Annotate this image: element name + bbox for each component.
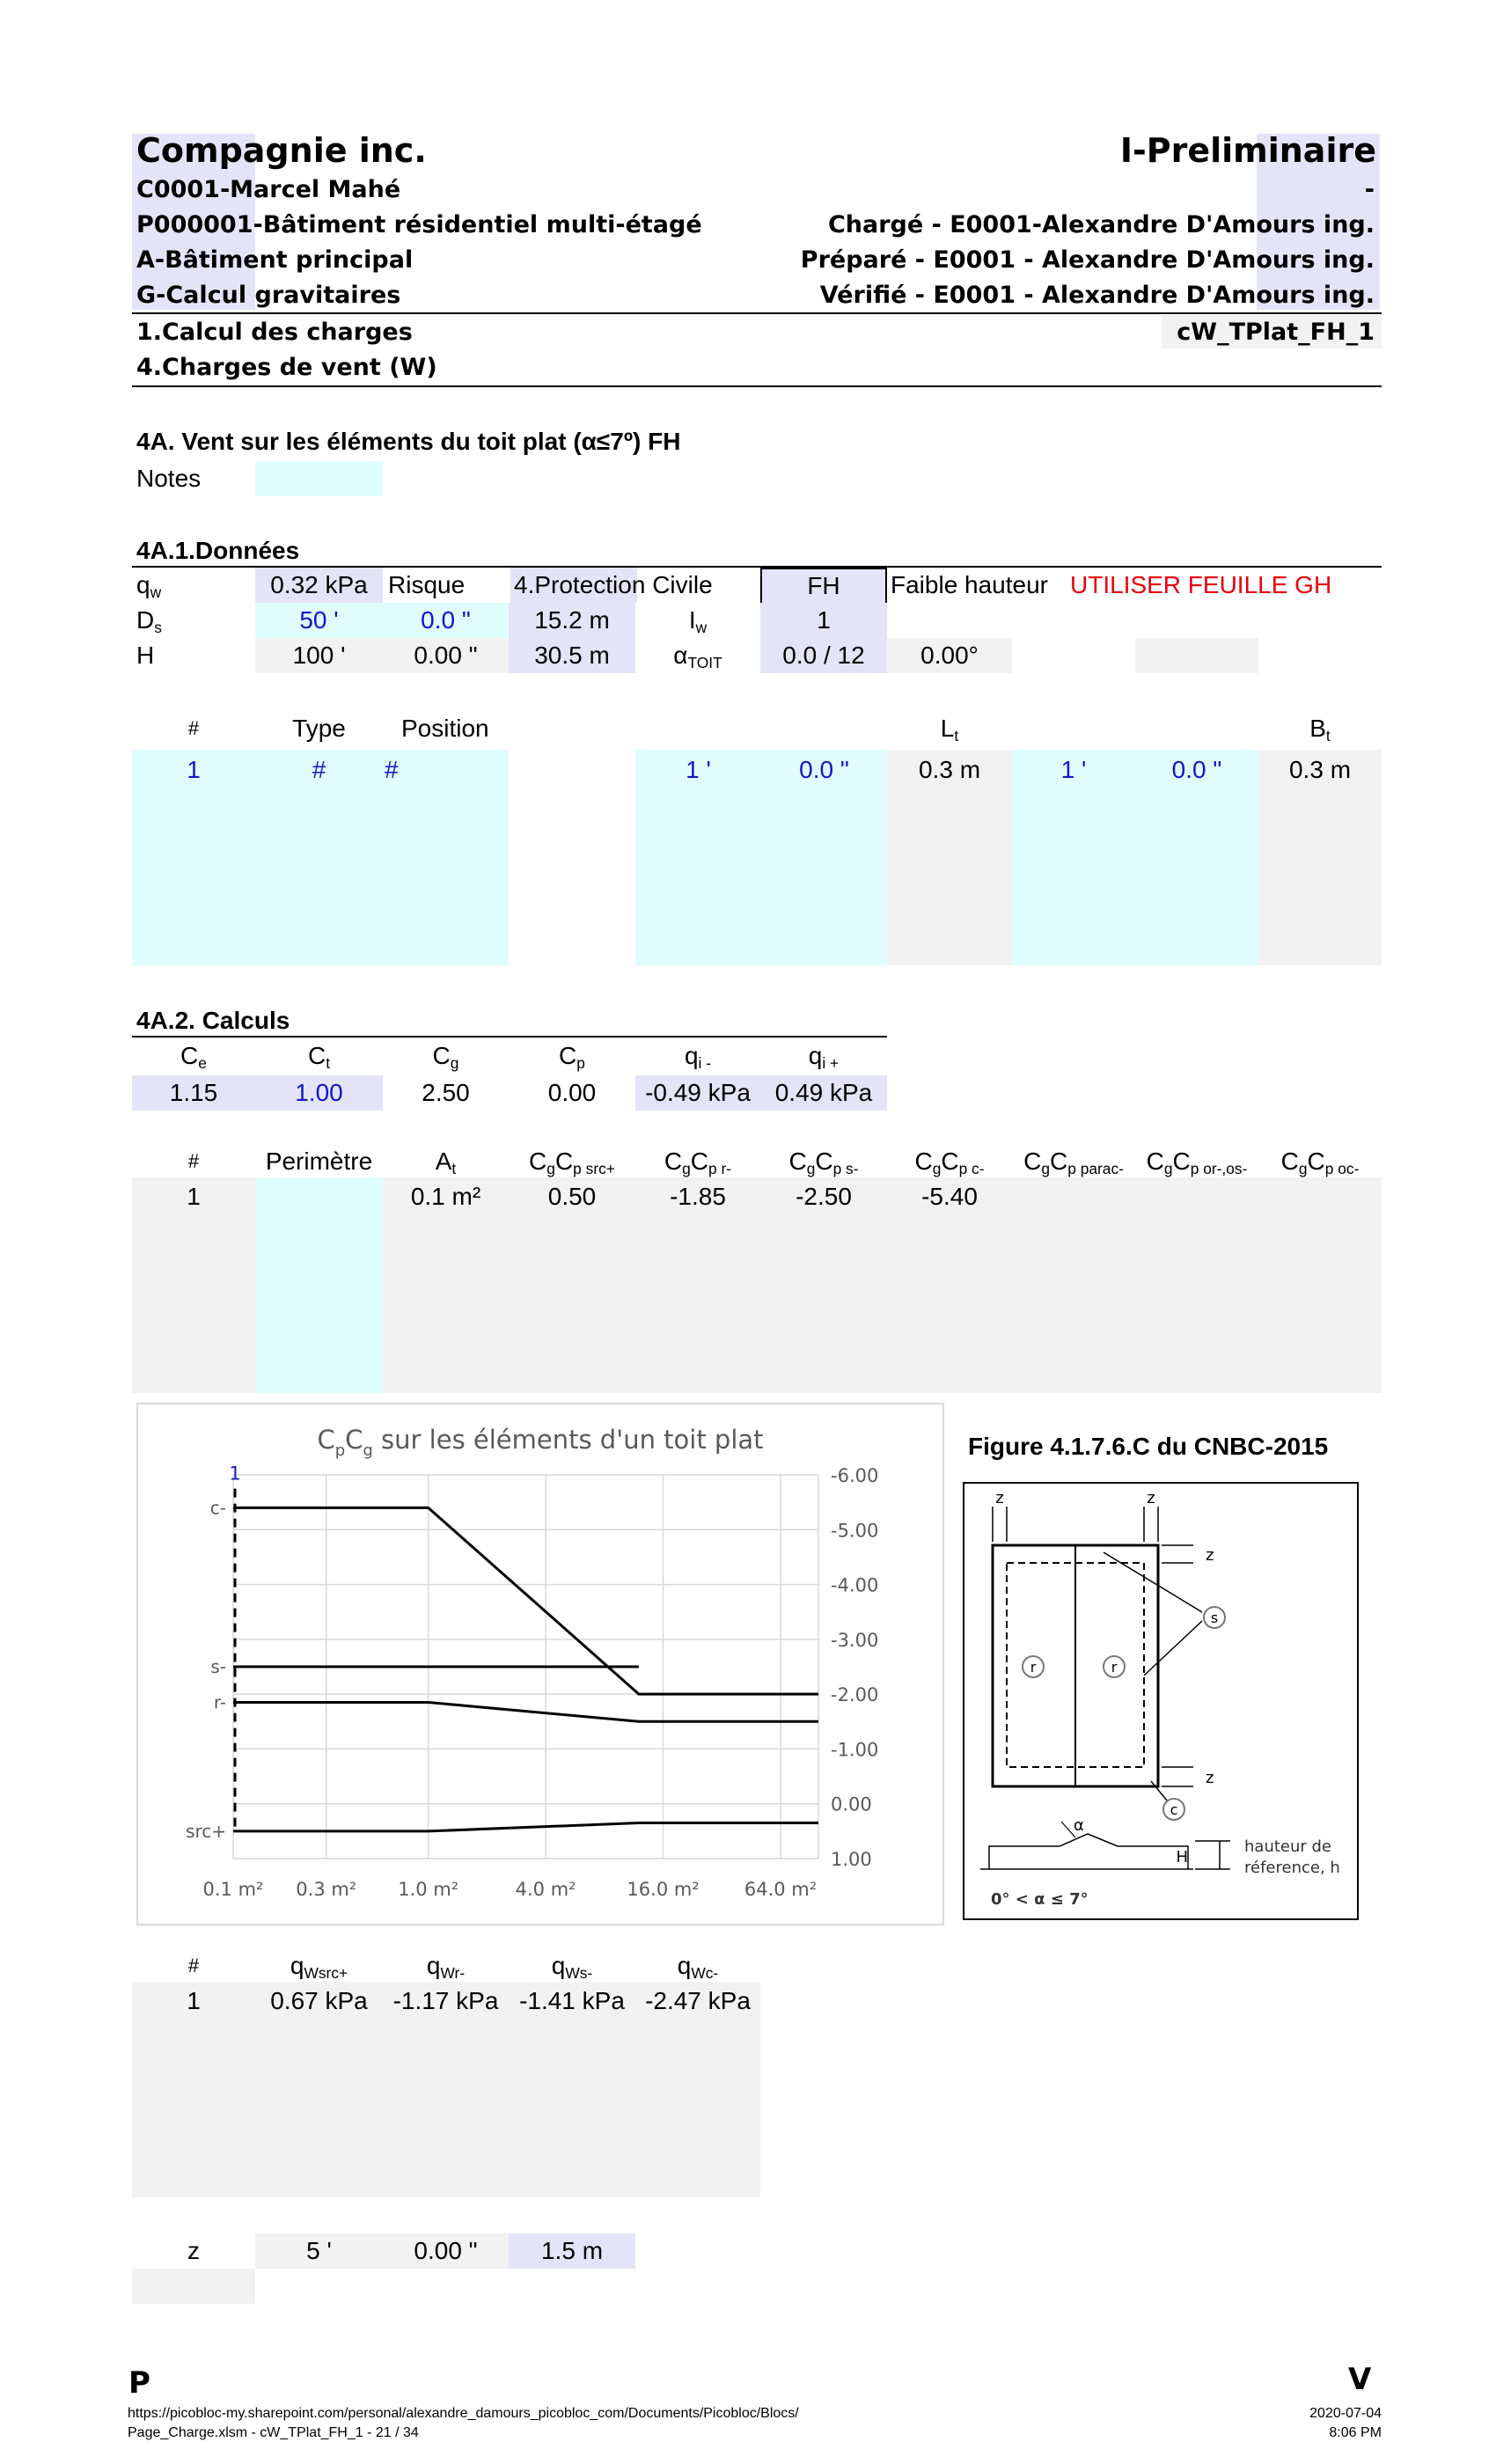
risque-label: Risque (388, 571, 466, 598)
dim-z-top-right: z (1147, 1489, 1155, 1507)
verifie-label: Vérifié - E0001 - Alexandre D'Amours ing. (819, 282, 1375, 309)
elements-row-lt-ft[interactable]: 1 ' (686, 756, 711, 783)
chart-series-label: s- (210, 1656, 226, 1677)
href-label-2: réference, h (1244, 1859, 1340, 1877)
footer-file: Page_Charge.xlsm - cW_TPlat_FH_1 - 21 / 34 (128, 2425, 419, 2440)
section-calcul-charges: 1.Calcul des charges (136, 319, 413, 346)
chart-y-tick-label: 0.00 (831, 1793, 872, 1815)
status-label: I-Preliminaire (1119, 131, 1376, 170)
building-label: A-Bâtiment principal (136, 246, 414, 274)
h-label-figure: H (1176, 1848, 1188, 1866)
coeff-header-c: $C_gC_{p c-}$ (914, 1148, 985, 1178)
iw-label: $I_w$ (688, 606, 708, 637)
elements-bt-header: $B_t$ (1309, 715, 1331, 745)
calculs-title: 4A.2. Calculs (136, 1007, 290, 1034)
coeff-perimetre-input-area[interactable] (255, 1177, 383, 1393)
press-row-num: 1 (187, 1987, 201, 2014)
ds-feet-input[interactable]: 50 ' (255, 603, 383, 638)
z-label: z (187, 2237, 200, 2264)
press-header-s: $q_{Ws-}$ (551, 1952, 593, 1983)
footer-time: 8:06 PM (1329, 2425, 1382, 2440)
href-label-1: hauteur de (1244, 1837, 1332, 1856)
elements-row-bt-ft[interactable]: 1 ' (1060, 756, 1087, 783)
chart-title: $C_pC_g$ sur les éléments d'un toit plat (317, 1425, 764, 1460)
iw-value: 1 (760, 603, 887, 638)
header-divider-2 (132, 385, 1382, 387)
calc-qi-minus-value: -0.49 kPa (635, 1075, 760, 1111)
elements-row-bt-m: 0.3 m (1288, 756, 1352, 783)
chart-series-label: src+ (186, 1820, 226, 1842)
zone-r-label-left: r (1030, 1659, 1037, 1676)
coeff-row-src: 0.50 (547, 1183, 597, 1210)
calc-qi-plus-value: 0.49 kPa (760, 1075, 887, 1111)
section-charges-vent: 4.Charges de vent (W) (136, 354, 437, 381)
charge-label: Chargé - E0001-Alexandre D'Amours ing. (827, 211, 1375, 238)
coeff-row-s: -2.50 (796, 1183, 852, 1210)
project-label: P000001-Bâtiment résidentiel multi-étagé (136, 211, 702, 238)
fh-desc: Faible hauteur (891, 571, 1049, 598)
blank-gray-cell (1135, 638, 1258, 673)
chart-x-tick-label: 4.0 m² (515, 1879, 576, 1900)
z-meters: 1.5 m (509, 2233, 635, 2269)
notes-field[interactable] (255, 461, 383, 496)
zone-s-label: s (1210, 1610, 1219, 1626)
h-feet: 100 ' (255, 638, 383, 673)
ds-meters: 15.2 m (509, 603, 635, 638)
calc-header-qi-plus: $q_{i +}$ (808, 1042, 840, 1073)
alpha-degrees: 0.00° (887, 638, 1012, 673)
calc-header-cp: $C_p$ (559, 1042, 585, 1073)
alpha-label-figure: α (1074, 1816, 1084, 1835)
chart-y-tick-label: -1.00 (831, 1739, 879, 1761)
chart-series-label: r- (213, 1691, 226, 1713)
press-row-s: -1.41 kPa (519, 1987, 625, 2014)
coeff-header-parac: $C_gC_{p parac-}$ (1023, 1148, 1124, 1178)
coeff-perimetre-header: Perimètre (265, 1148, 373, 1175)
sheet-name: cW_TPlat_FH_1 (1177, 319, 1375, 346)
coeff-header-src: $C_gC_{p src+}$ (529, 1148, 615, 1178)
calc-header-qi-minus: $q_{i -}$ (684, 1042, 712, 1073)
calc-ce-value: 1.15 (132, 1075, 255, 1111)
warning-text: UTILISER FEUILLE GH (1070, 571, 1332, 598)
page-title: 4A. Vent sur les éléments du toit plat (α≤7º) FH (136, 428, 681, 455)
chart-series-line-r (233, 1703, 818, 1722)
dim-z-right-bottom: z (1206, 1769, 1214, 1787)
calc-label: G-Calcul gravitaires (136, 282, 401, 309)
chart-y-tick-label: -4.00 (831, 1574, 879, 1596)
calc-ct-value[interactable]: 1.00 (255, 1075, 383, 1111)
chart-series-label: c- (209, 1497, 226, 1519)
calc-header-ct: $C_t$ (307, 1042, 331, 1073)
elements-type-header: Type (292, 715, 346, 742)
chart-y-tick-label: 1.00 (831, 1849, 872, 1870)
footer-logo-left: P (128, 2365, 150, 2401)
company-name: Compagnie inc. (136, 131, 427, 170)
qw-value: 0.32 kPa (255, 568, 383, 603)
press-header-c: $q_{Wc-}$ (677, 1952, 719, 1983)
coeff-header-oc: $C_gC_{p oc-}$ (1280, 1148, 1360, 1178)
calc-header-ce: $C_e$ (180, 1042, 207, 1073)
h-meters: 30.5 m (509, 638, 635, 673)
footer-date: 2020-07-04 (1309, 2406, 1382, 2421)
alpha-slope: 0.0 / 12 (760, 638, 887, 673)
coeff-row-num: 1 (187, 1183, 201, 1210)
z-blank-cell (132, 2269, 255, 2304)
chart-y-tick-label: -2.00 (831, 1684, 879, 1706)
dim-z-right-top: z (1206, 1546, 1214, 1565)
chart-x-ticks (203, 1879, 818, 1900)
coeff-header-r: $C_gC_{p r-}$ (664, 1148, 732, 1178)
chart-x-tick-label: 1.0 m² (398, 1879, 459, 1900)
elements-row-num[interactable]: 1 (187, 756, 201, 783)
chart-y-tick-label: -5.00 (831, 1520, 879, 1542)
roof-zone-figure (963, 1482, 1360, 1922)
h-inch: 0.00 " (383, 638, 509, 673)
coeff-row-r: -1.85 (670, 1183, 726, 1210)
coeff-row-at: 0.1 m² (410, 1183, 481, 1210)
calc-cg-value: 2.50 (422, 1079, 470, 1106)
client-label: C0001-Marcel Mahé (136, 176, 401, 203)
zone-r-label-right: r (1111, 1659, 1118, 1676)
risque-value[interactable]: 4.Protection Civile (510, 568, 637, 603)
calculs-underline (132, 1036, 887, 1038)
figure-caption: Figure 4.1.7.6.C du CNBC-2015 (968, 1433, 1329, 1460)
ds-label: $D_s$ (136, 606, 162, 637)
coeff-header-oros: $C_gC_{p or-,os-}$ (1146, 1148, 1248, 1178)
zone-c-label: c (1170, 1801, 1178, 1818)
alpha-label: $\alpha_{TOIT}$ (673, 642, 722, 672)
elements-position-header: Position (401, 715, 489, 742)
chart-x-tick-label: 0.1 m² (202, 1879, 264, 1900)
h-label: H (136, 642, 155, 669)
press-header-src: $q_{Wsrc+}$ (290, 1952, 348, 1983)
coeff-header-s: $C_gC_{p s-}$ (788, 1148, 859, 1178)
z-feet: 5 ' (255, 2233, 383, 2269)
footer-logo-right: V (1348, 2362, 1372, 2397)
chart-x-tick-label: 16.0 m² (627, 1879, 700, 1900)
press-row-src: 0.67 kPa (270, 1987, 368, 2014)
press-row-c: -2.47 kPa (645, 1987, 751, 2014)
chart-element-marker-label: 1 (229, 1463, 241, 1485)
elements-row-lt-m: 0.3 m (918, 756, 981, 783)
header-dash: - (1364, 176, 1375, 203)
notes-label: Notes (136, 465, 202, 492)
coeff-at-header: $A_t$ (435, 1148, 457, 1178)
z-inch: 0.00 " (383, 2233, 509, 2269)
chart-x-tick-label: 0.3 m² (296, 1879, 357, 1900)
chart-x-tick-label: 64.0 m² (744, 1879, 818, 1900)
alpha-range-label: 0° < α ≤ 7° (991, 1890, 1089, 1909)
chart-series-line-src (233, 1823, 818, 1831)
donnees-title: 4A.1.Données (136, 537, 300, 564)
elements-row-bt-in[interactable]: 0.0 " (1171, 756, 1222, 783)
press-header-r: $q_{Wr-}$ (426, 1952, 466, 1983)
cpcg-chart (136, 1403, 944, 1925)
elements-row-lt-in[interactable]: 0.0 " (799, 756, 849, 783)
prepare-label: Préparé - E0001 - Alexandre D'Amours ing. (800, 246, 1375, 274)
chart-y-tick-label: -6.00 (831, 1465, 879, 1486)
dim-z-top-left: z (995, 1489, 1004, 1507)
press-row-r: -1.17 kPa (392, 1987, 499, 2014)
chart-series (233, 1489, 818, 1831)
elements-num-header: # (187, 717, 200, 739)
chart-y-tick-label: -3.00 (831, 1629, 879, 1651)
qw-label: $q_w$ (136, 571, 162, 602)
elements-lt-header: $L_t$ (940, 715, 959, 745)
chart-y-ticks (831, 1465, 878, 1870)
elements-row-position[interactable]: # (385, 756, 399, 783)
press-num-header: # (187, 1954, 200, 1976)
header-divider-1 (132, 312, 1382, 314)
coeff-row-c: -5.40 (921, 1183, 978, 1210)
coeff-num-header: # (187, 1150, 200, 1172)
calc-header-cg: $C_g$ (432, 1042, 459, 1073)
calc-cp-value: 0.00 (547, 1079, 597, 1106)
ds-inch-input[interactable]: 0.0 " (383, 603, 509, 638)
elements-row-type[interactable]: # (312, 756, 326, 783)
fh-value[interactable]: FH (760, 568, 887, 605)
footer-url: https://picobloc-my.sharepoint.com/personal/alexandre_damours_picobloc_com/Documents/Picobloc/Blocs/ (128, 2406, 799, 2421)
